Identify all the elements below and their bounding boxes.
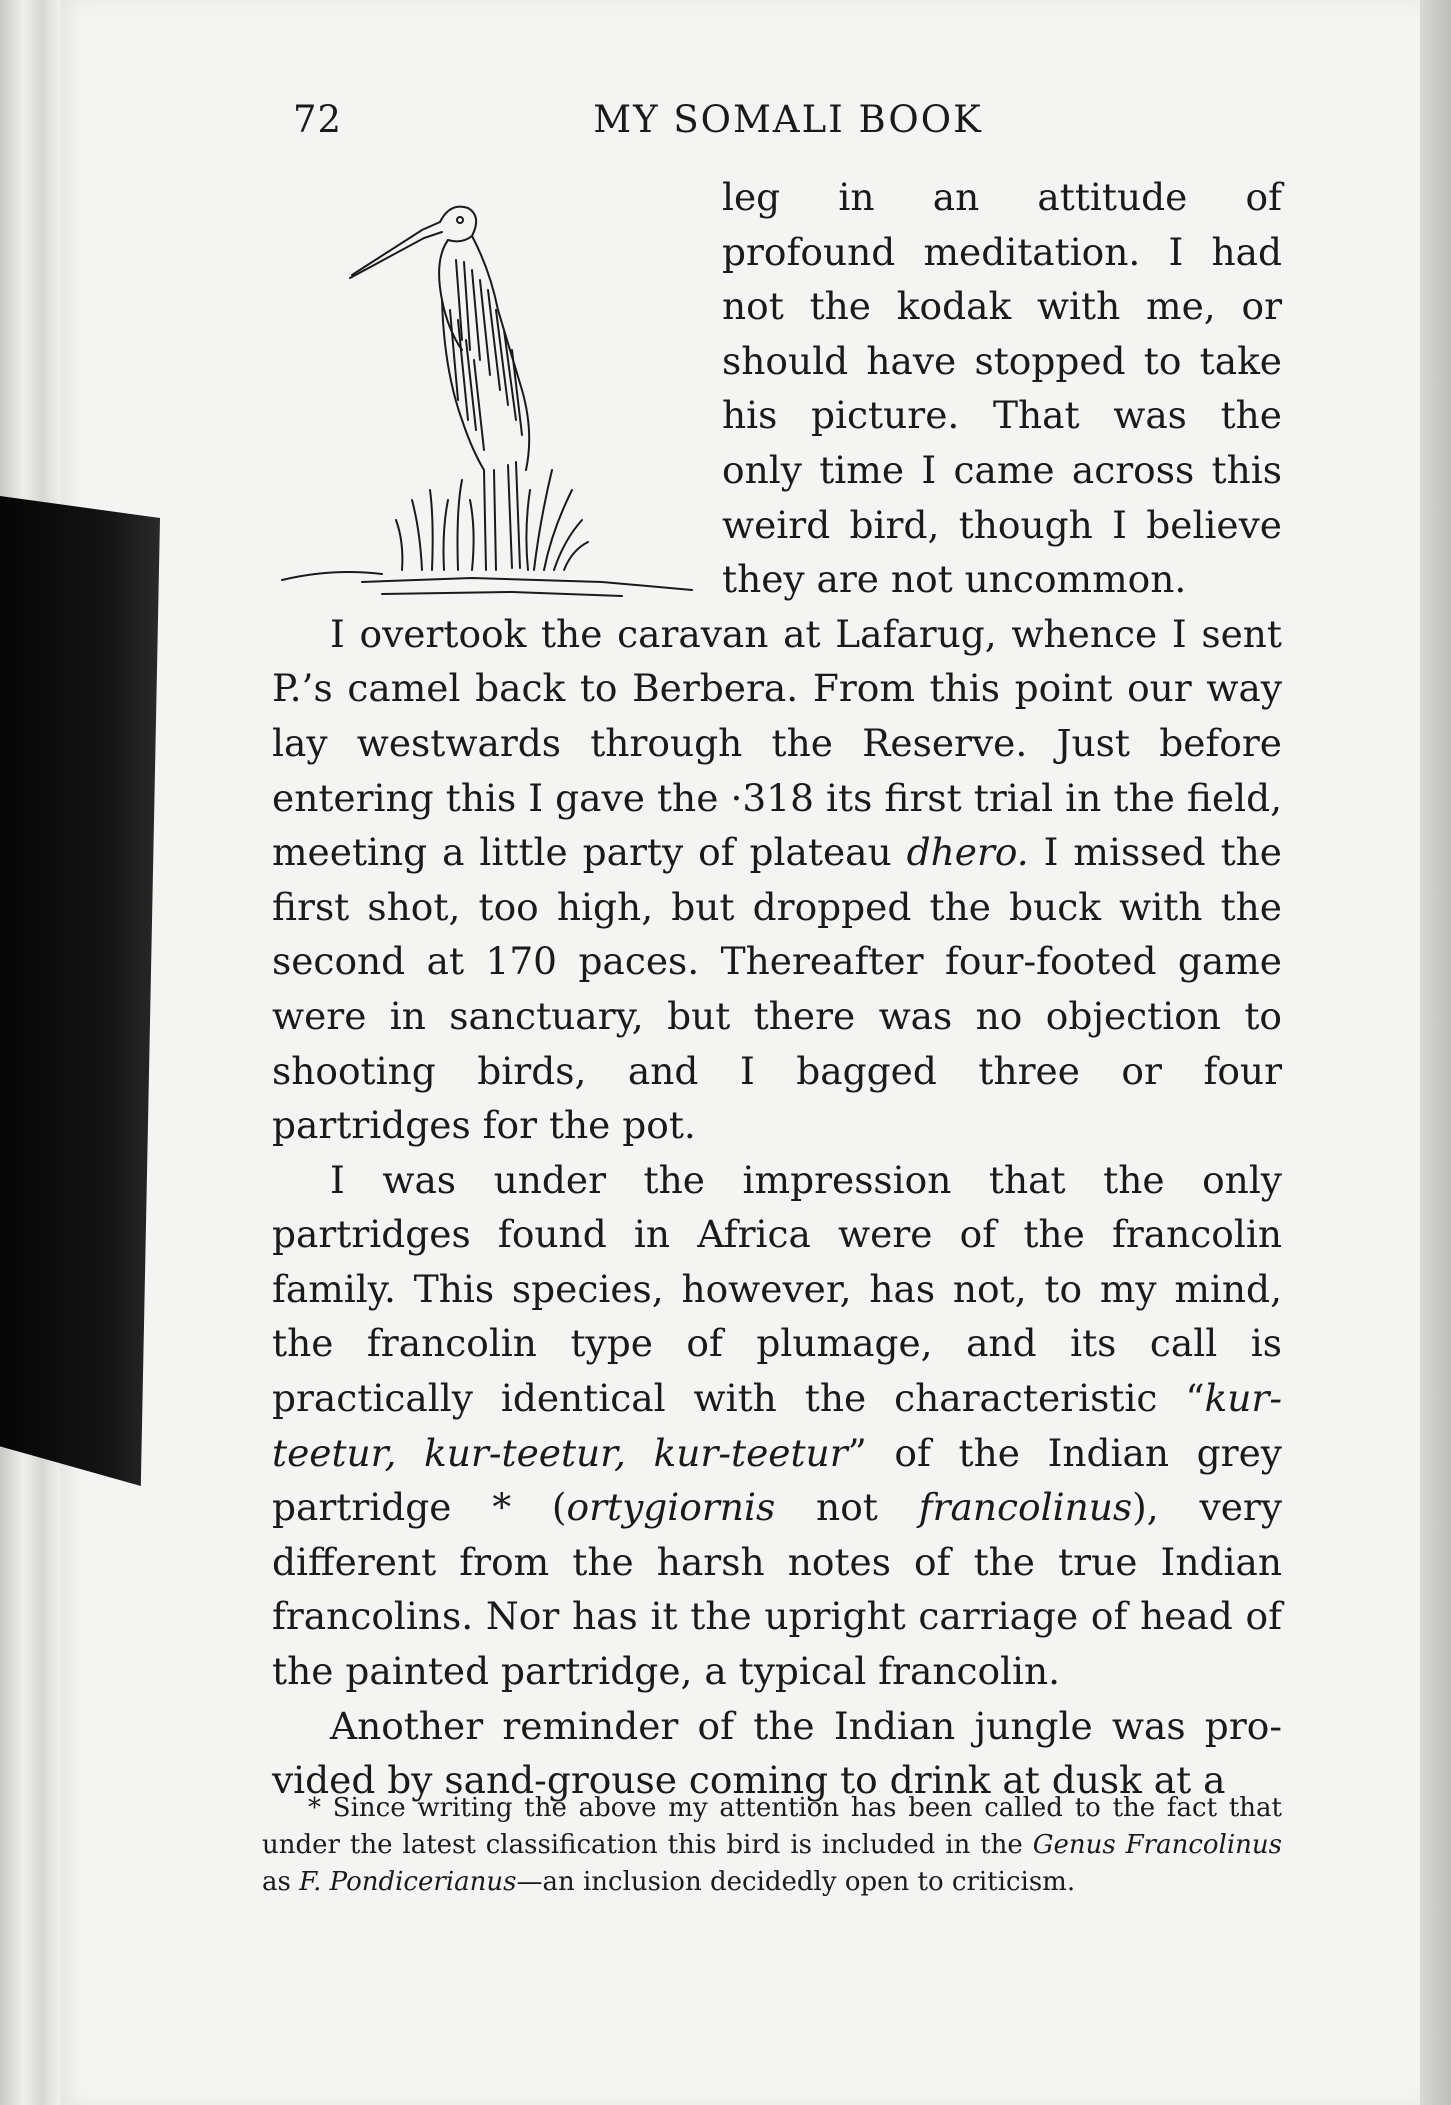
paragraph-text: leg in an attitude of profound meditation. I had not the kodak with me, or should have stopped to take his picture. That was the only time I came across this weird bird, though I believe they are not uncommon. <box>722 175 1282 602</box>
italic-text: francolinus <box>918 1485 1133 1530</box>
paragraph-text: Another reminder of the Indian jungle was provided by sand-grouse coming to drink at dusk at a <box>272 1703 1282 1803</box>
book-clip <box>0 496 160 1486</box>
paragraph-text: ), very different from the harsh notes of the true Indian francolins. Nor has it the upright carriage of head of the painted partridge, a typical francolin. <box>272 1485 1283 1694</box>
paragraph-text: not <box>775 1485 919 1530</box>
marabou-stork-illustration <box>272 170 712 600</box>
footnote-span: as <box>262 1867 300 1897</box>
italic-text: kur-teetur, kur-teetur, kur-teetur <box>272 1376 1282 1475</box>
page-header <box>293 98 1283 150</box>
paragraph-text: ” of the Indian grey partridge * ( <box>272 1430 1282 1530</box>
footnote-italic: Genus Francolinus <box>1032 1830 1282 1860</box>
body-text <box>272 170 1282 1808</box>
paragraph-2 <box>272 607 1282 1153</box>
italic-text: ortygiornis <box>566 1485 776 1530</box>
paragraph-3 <box>272 1153 1282 1699</box>
paragraph-text: I was under the impression that the only partridges found in Africa were of the francolin family. This species, however, has not, to my mind, the francolin type of plumage, and its call is practically identical with the characteristic “ <box>272 1157 1282 1421</box>
page-right-edge <box>1420 0 1451 2105</box>
page-number: 72 <box>293 98 343 141</box>
footnote-italic: F. Pondicerianus <box>299 1867 517 1897</box>
paragraph-text: I missed the first shot, too high, but dropped the buck with the second at 170 paces. Thereafter four-footed game were in sanctuary, but there was no objection to shooting birds, and I bagged three or four partridges for the pot. <box>272 830 1282 1148</box>
paragraph-text: I overtook the caravan at Lafarug, whence I sent P.’s camel back to Berbera. From this point our way lay westwards through the Reserve. Just before entering this I gave the ·318 its first trial in the field, meeting a little party of plateau <box>272 611 1282 875</box>
running-title: MY SOMALI BOOK <box>593 98 983 141</box>
footnote <box>262 1790 1282 1901</box>
italic-text: dhero. <box>906 830 1029 875</box>
footnote-span: * Since writing the above my attention has been called to the fact that under the latest classification this bird is included in the <box>262 1793 1282 1860</box>
paragraph-1 <box>272 170 1282 607</box>
footnote-span: —an inclusion decidedly open to criticism. <box>516 1867 1076 1897</box>
footnote-text <box>262 1790 1282 1901</box>
